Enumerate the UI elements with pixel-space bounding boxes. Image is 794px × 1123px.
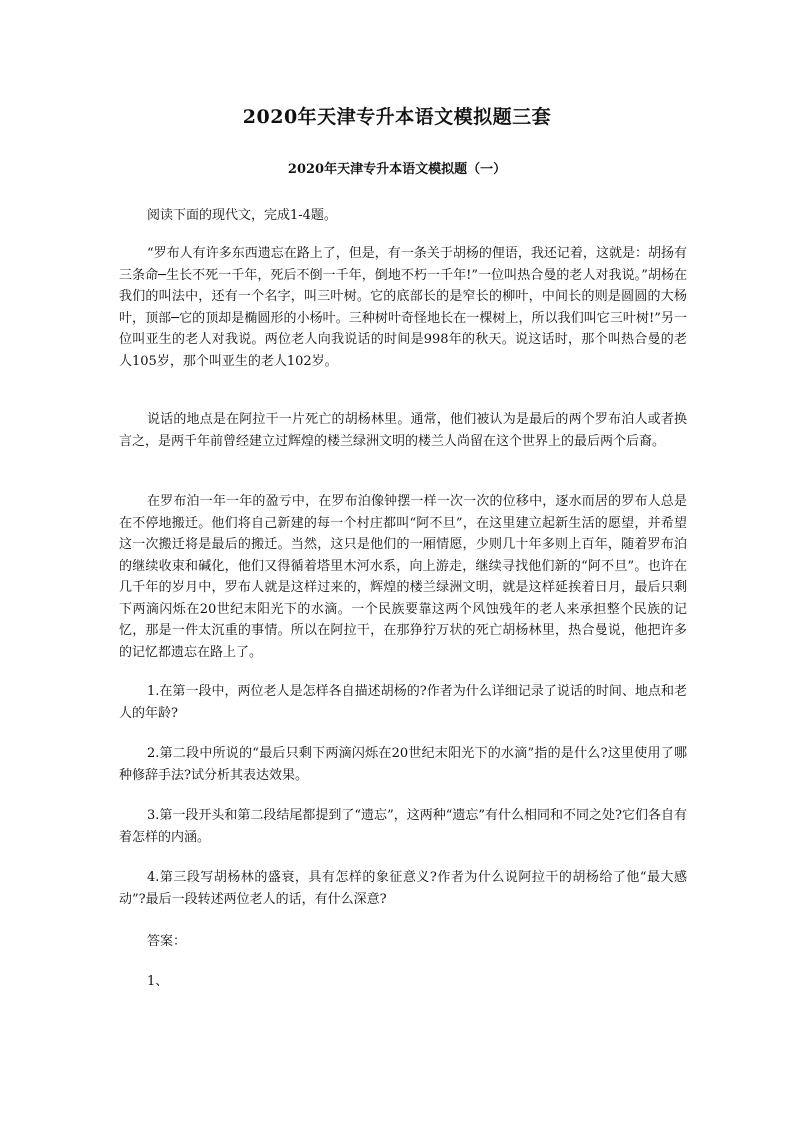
answer-1-label: 1、 bbox=[147, 974, 169, 989]
answers-label: 答案： bbox=[147, 934, 187, 949]
question-4: 4.第三段写胡杨林的盛衰，具有怎样的象征意义?作者为什么说阿拉干的胡杨给了他“最大感动”?最后一段转述两位老人的话，有什么深意? bbox=[119, 870, 687, 907]
document-title: 2020年天津专升本语文模拟题三套 bbox=[242, 106, 552, 128]
passage-paragraph-1: “罗布人有许多东西遗忘在路上了，但是，有一条关于胡杨的俚语，我还记着，这就是：胡扬有三条命─生长不死一千年，死后不倒一千年，倒地不朽一千年!”一位叫热合曼的老人对我说。”胡杨在我们的叫法中，还有一个名字，叫三叶树。它的底部长的是窄长的柳叶，中间长的则是圆圆的大杨叶，顶部─它的顶却是椭圆形的小杨叶。三种树叶奇怪地长在一棵树上，所以我们叫它三叶树!”另一位叫亚生的老人对我说。两位老人向我说话的时间是998年的秋天。说这话时，那个叫热合曼的老人105岁，那个叫亚生的老人102岁。 bbox=[119, 246, 687, 369]
question-3: 3.第一段开头和第二段结尾都提到了“遗忘”，这两种“遗忘”有什么相同和不同之处?它们各自有着怎样的内涵。 bbox=[119, 808, 687, 845]
question-1: 1.在第一段中，两位老人是怎样各自描述胡杨的?作者为什么详细记录了说话的时间、地点和老人的年龄? bbox=[119, 684, 687, 721]
document-subtitle: 2020年天津专升本语文模拟题（一） bbox=[287, 162, 507, 177]
passage-paragraph-3: 在罗布泊一年一年的盈亏中，在罗布泊像钟摆一样一次一次的位移中，逐水而居的罗布人总是在不停地搬迁。他们将自己新建的每一个村庄都叫“阿不旦”，在这里建立起新生活的愿望，并希望这一次搬迁将是最后的搬迁。当然，这只是他们的一厢情愿，少则几十年多则上百年，随着罗布泊的继续收束和碱化，他们又得循着塔里木河水系，向上游走，继续寻找他们新的“阿不旦”。也许在几千年的岁月中，罗布人就是这样过来的，辉煌的楼兰绿洲文明，就是这样延挨着日月，最后只剩下两滴闪烁在20世纪末阳光下的水滴。一个民族要靠这两个风蚀残年的老人来承担整个民族的记忆，那是一件太沉重的事情。所以在阿拉干，在那狰狞万状的死亡胡杨林里，热合曼说，他把许多的记忆都遗忘在路上了。 bbox=[119, 494, 687, 660]
question-2: 2.第二段中所说的“最后只剩下两滴闪烁在20世纪末阳光下的水滴”指的是什么?这里使用了哪种修辞手法?试分析其表达效果。 bbox=[119, 746, 687, 783]
instruction-text: 阅读下面的现代文，完成1-4题。 bbox=[147, 208, 337, 223]
passage-paragraph-2: 说话的地点是在阿拉干一片死亡的胡杨林里。通常，他们被认为是最后的两个罗布泊人或者换言之，是两千年前曾经建立过辉煌的楼兰绿洲文明的楼兰人尚留在这个世界上的最后两个后裔。 bbox=[119, 412, 687, 449]
